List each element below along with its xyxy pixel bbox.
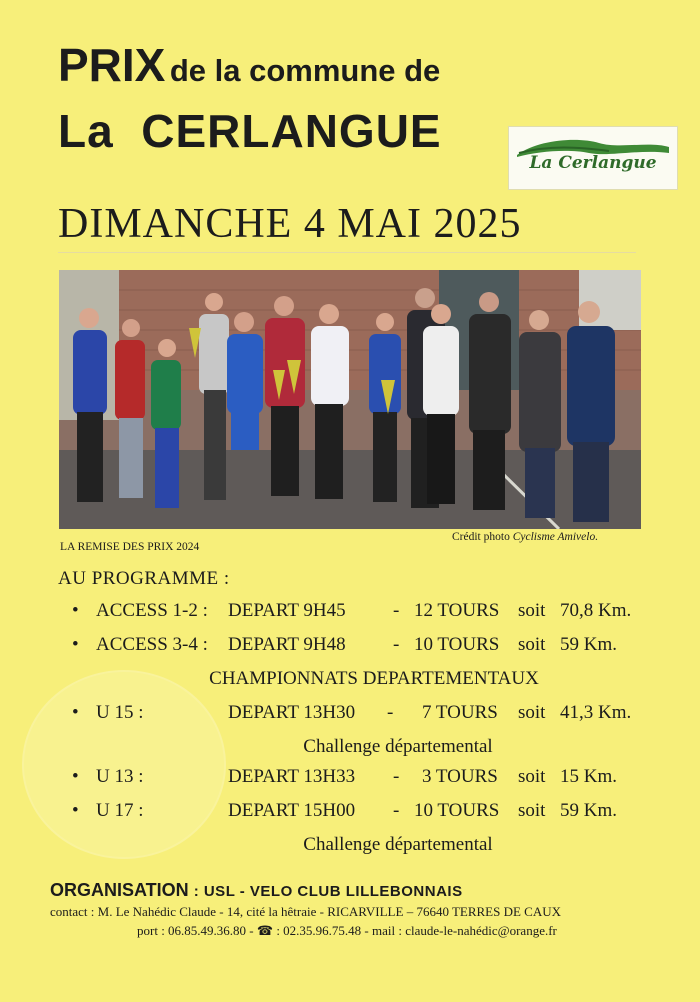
race-soit: soit (518, 800, 546, 821)
race-bullet: • (72, 702, 79, 723)
race-km: 70,8 Km. (560, 600, 632, 621)
title-line-2 (58, 104, 442, 158)
race-tours: 12 TOURS (414, 600, 500, 621)
race-km: 59 Km. (560, 800, 617, 821)
title-de-la-commune: de la commune de (169, 53, 441, 88)
race-tours: 10 TOURS (414, 634, 500, 655)
race-km: 59 Km. (560, 634, 617, 655)
race-bullet: • (72, 634, 79, 655)
logo-text: La Cerlangue (529, 153, 657, 173)
race-bullet: • (72, 766, 79, 787)
race-depart: DEPART 9H48 (228, 634, 346, 655)
race-category: U 15 : (96, 702, 144, 723)
contact-phone-email: port : 06.85.49.36.80 - ☎ : 02.35.96.75.48 - mail : claude-le-nahédic@orange.fr (137, 923, 557, 938)
organisation-label: ORGANISATION (50, 880, 189, 900)
title-cerlangue: CERLANGUE (141, 105, 442, 157)
race-soit: soit (518, 600, 546, 621)
race-tours: 3 TOURS (422, 766, 498, 787)
race-bullet: • (72, 800, 79, 821)
organisation-club: : USL - VELO CLUB LILLEBONNAIS (193, 883, 463, 900)
title-la: La (58, 105, 114, 157)
race-depart: DEPART 9H45 (228, 600, 346, 621)
race-dash: - (387, 702, 394, 723)
race-category: U 17 : (96, 800, 144, 821)
race-depart: DEPART 13H30 (228, 702, 356, 723)
race-soit: soit (518, 634, 546, 655)
race-dash: - (393, 634, 400, 655)
credit-name: Cyclisme Amivelo. (512, 531, 599, 543)
race-tours: 7 TOURS (422, 702, 498, 723)
challenge-departemental-1: Challenge départemental (303, 736, 493, 757)
organisation-line (50, 880, 463, 901)
race-category: U 13 : (96, 766, 144, 787)
contact-address: contact : M. Le Nahédic Claude - 14, cité la hêtraie - RICARVILLE – 76640 TERRES DE CAUX (50, 904, 562, 919)
race-bullet: • (72, 600, 79, 621)
race-km: 15 Km. (560, 766, 617, 787)
race-dash: - (393, 766, 400, 787)
divider (58, 252, 636, 253)
watermark-seal (22, 670, 226, 859)
race-depart: DEPART 15H00 (228, 800, 356, 821)
photo-caption: LA REMISE DES PRIX 2024 (60, 541, 200, 553)
event-date: DIMANCHE 4 MAI 2025 (58, 201, 522, 247)
la-cerlangue-logo (508, 126, 678, 190)
race-category: ACCESS 1-2 : (96, 600, 208, 621)
championnats-heading: CHAMPIONNATS DEPARTEMENTAUX (209, 668, 539, 689)
race-dash: - (393, 800, 400, 821)
challenge-departemental-2: Challenge départemental (303, 834, 493, 855)
race-dash: - (393, 600, 400, 621)
programme-heading: AU PROGRAMME : (58, 568, 230, 589)
race-tours: 10 TOURS (414, 800, 500, 821)
race-depart: DEPART 13H33 (228, 766, 356, 787)
race-category: ACCESS 3-4 : (96, 634, 208, 655)
title-prix: PRIX (58, 39, 166, 91)
photo-credit (452, 531, 598, 543)
race-soit: soit (518, 766, 546, 787)
award-ceremony-photo (59, 270, 641, 529)
race-km: 41,3 Km. (560, 702, 632, 723)
title-line-1 (58, 38, 440, 92)
race-soit: soit (518, 702, 546, 723)
credit-prefix: Crédit photo (452, 531, 513, 543)
